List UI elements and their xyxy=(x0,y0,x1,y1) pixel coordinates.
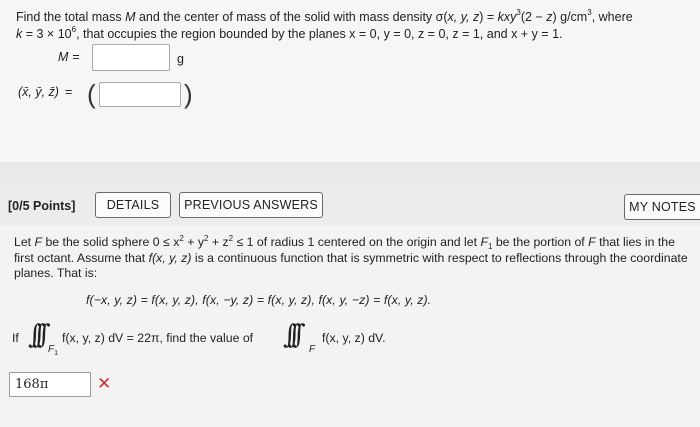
mass-label: M = xyxy=(58,50,80,64)
answer-input[interactable]: 168π xyxy=(9,372,91,397)
points-label: [0/5 Points] xyxy=(8,199,76,213)
details-button[interactable]: DETAILS xyxy=(95,192,171,218)
incorrect-x-icon: ✕ xyxy=(97,374,112,393)
mass-input[interactable] xyxy=(92,44,170,71)
previous-answers-button[interactable]: PREVIOUS ANSWERS xyxy=(179,192,323,218)
symmetry-equations: f(−x, y, z) = f(x, y, z), f(x, −y, z) = f(x, y, z), f(x, y, −z) = f(x, y, z). xyxy=(86,293,432,307)
open-paren: ( xyxy=(87,79,96,109)
triple-integral-sign: ∫∫∫ xyxy=(283,320,297,350)
integral-region-f: F xyxy=(309,344,316,355)
integral-asked: f(x, y, z) dV. xyxy=(322,331,386,345)
integral-region-f1: $F_1$ xyxy=(48,344,59,357)
close-paren: ) xyxy=(184,79,193,109)
problem-2-statement: Let F be the solid sphere $0 \le x^2 + y^2 + z^2 \le 1$ of radius 1 centered on the origin and let $F_1$ be the portion of F that lies in the first octant. Assume that f(x, y, z) is a continuous function that is symmetric with respect to reflections through the coordinate planes. That is: xyxy=(14,234,688,281)
triple-integral-sign: ∫∫∫ xyxy=(28,320,42,350)
center-of-mass-input[interactable] xyxy=(99,82,181,107)
problem-1-statement: Find the total mass M and the center of mass of the solid with mass density σ(x, y, z) = kxy$^3$(2 − z) $g/cm^3$, where $k = 3 \times 10^6$, that occupies the region bounded by the planes x = 0, y = 0, z = 0, z = 1, and x + y = 1. xyxy=(16,8,633,41)
integral-given: f(x, y, z) dV = 22π, find the value of xyxy=(62,331,254,345)
if-word: If xyxy=(12,331,19,345)
integral-statement xyxy=(12,322,512,362)
center-of-mass-label: (x̄, ȳ, z̄) = xyxy=(18,85,73,99)
mass-unit: g xyxy=(177,52,184,66)
my-notes-button[interactable]: MY NOTES xyxy=(624,194,700,220)
